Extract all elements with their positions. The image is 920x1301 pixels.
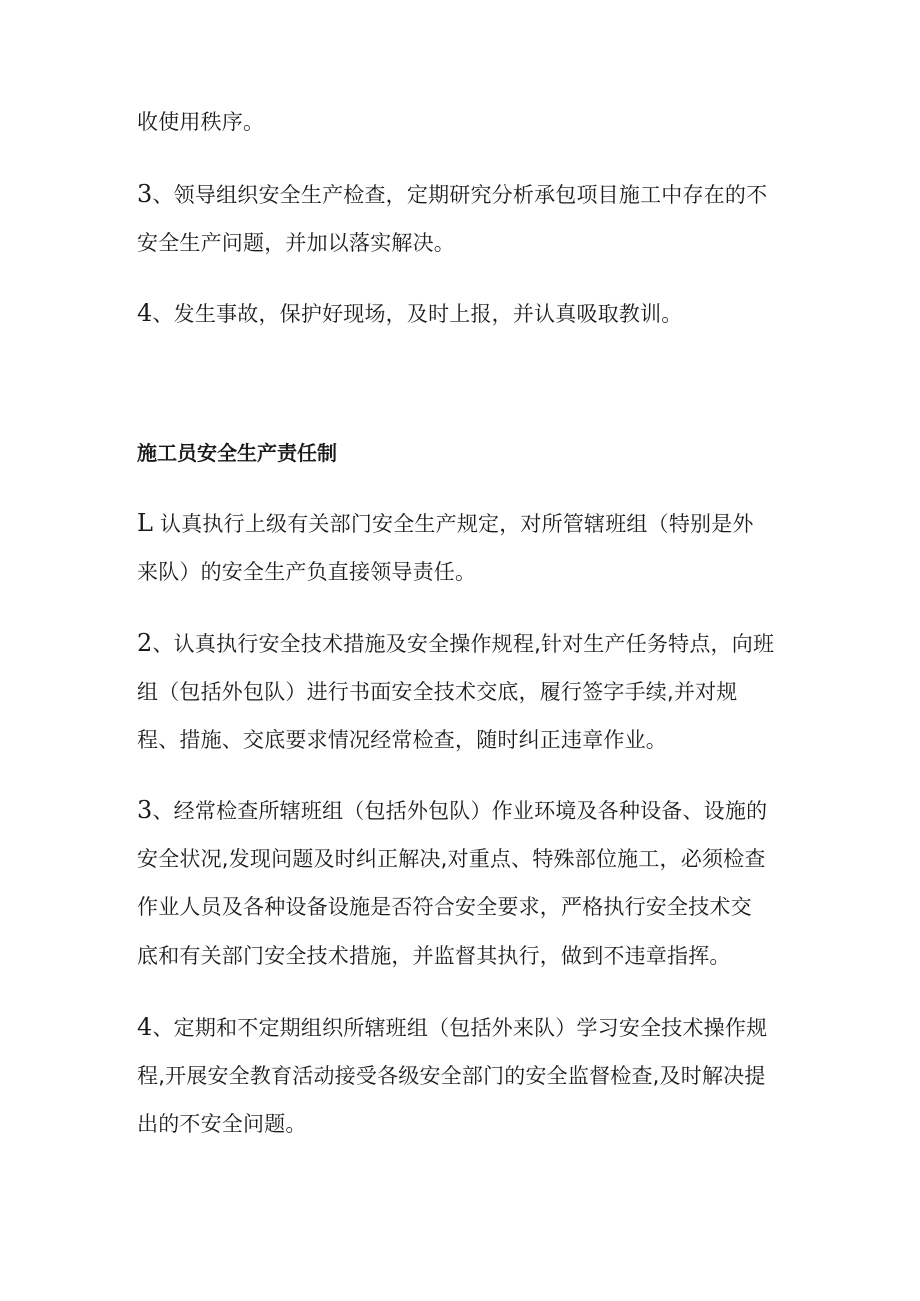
paragraph-carryover [137,98,787,147]
item-number: 4 [137,299,153,327]
paragraph-line: 安全状况,发现问题及时纠正解决,对重点、特殊部位施工，必须检查 [137,846,766,871]
paragraph-item-3b [137,786,787,980]
paragraph-line: 、发生事故，保护好现场，及时上报，并认真吸取教训。 [152,302,683,326]
paragraph-line: 、定期和不定期组织所辖班组（包括外来队）学习安全技术操作规 [152,1016,768,1040]
section-title: 施工员安全生产责任制 [137,441,337,465]
item-number: 3 [137,180,153,208]
paragraph-line: 、经常检查所辖班组（包括外包队）作业环境及各种设备、设施的 [152,799,768,823]
item-number: 2 [137,629,153,657]
item-number: L [137,509,154,537]
paragraph-line: 认真执行上级有关部门安全生产规定，对所管辖班组（特别是外 [153,512,754,536]
paragraph-line: 来队）的安全生产负直接领导责任。 [137,559,477,584]
paragraph-line: 程、措施、交底要求情况经常检查，随时纠正违章作业。 [137,728,667,752]
paragraph-item-2 [137,619,787,765]
paragraph-item-4b [137,1003,787,1149]
paragraph-line: 底和有关部门安全技术措施，并监督其执行，做到不违章指挥。 [137,943,731,968]
paragraph-line: 、领导组织安全生产检查，定期研究分析承包项目施工中存在的不 [152,183,768,207]
paragraph-line: 出的不安全问题。 [137,1112,307,1136]
paragraph-item-4 [137,289,787,338]
paragraph-item-1 [137,499,787,596]
paragraph-line: 、认真执行安全技术措施及安全操作规程,针对生产任务特点，向班 [152,632,775,656]
item-number: 3 [137,796,153,824]
item-number: 4 [137,1013,153,1041]
paragraph-line: 组（包括外包队）进行书面安全技术交底，履行签字手续,并对规 [137,679,738,704]
paragraph-line: 收使用秩序。 [137,110,265,134]
paragraph-line: 安全生产问题，并加以落实解决。 [137,230,455,255]
paragraph-line: 作业人员及各种设备设施是否符合安全要求，严格执行安全技术交 [137,895,752,919]
paragraph-item-3 [137,170,787,267]
paragraph-line: 程,开展安全教育活动接受各级安全部门的安全监督检查,及时解决提 [137,1063,766,1088]
